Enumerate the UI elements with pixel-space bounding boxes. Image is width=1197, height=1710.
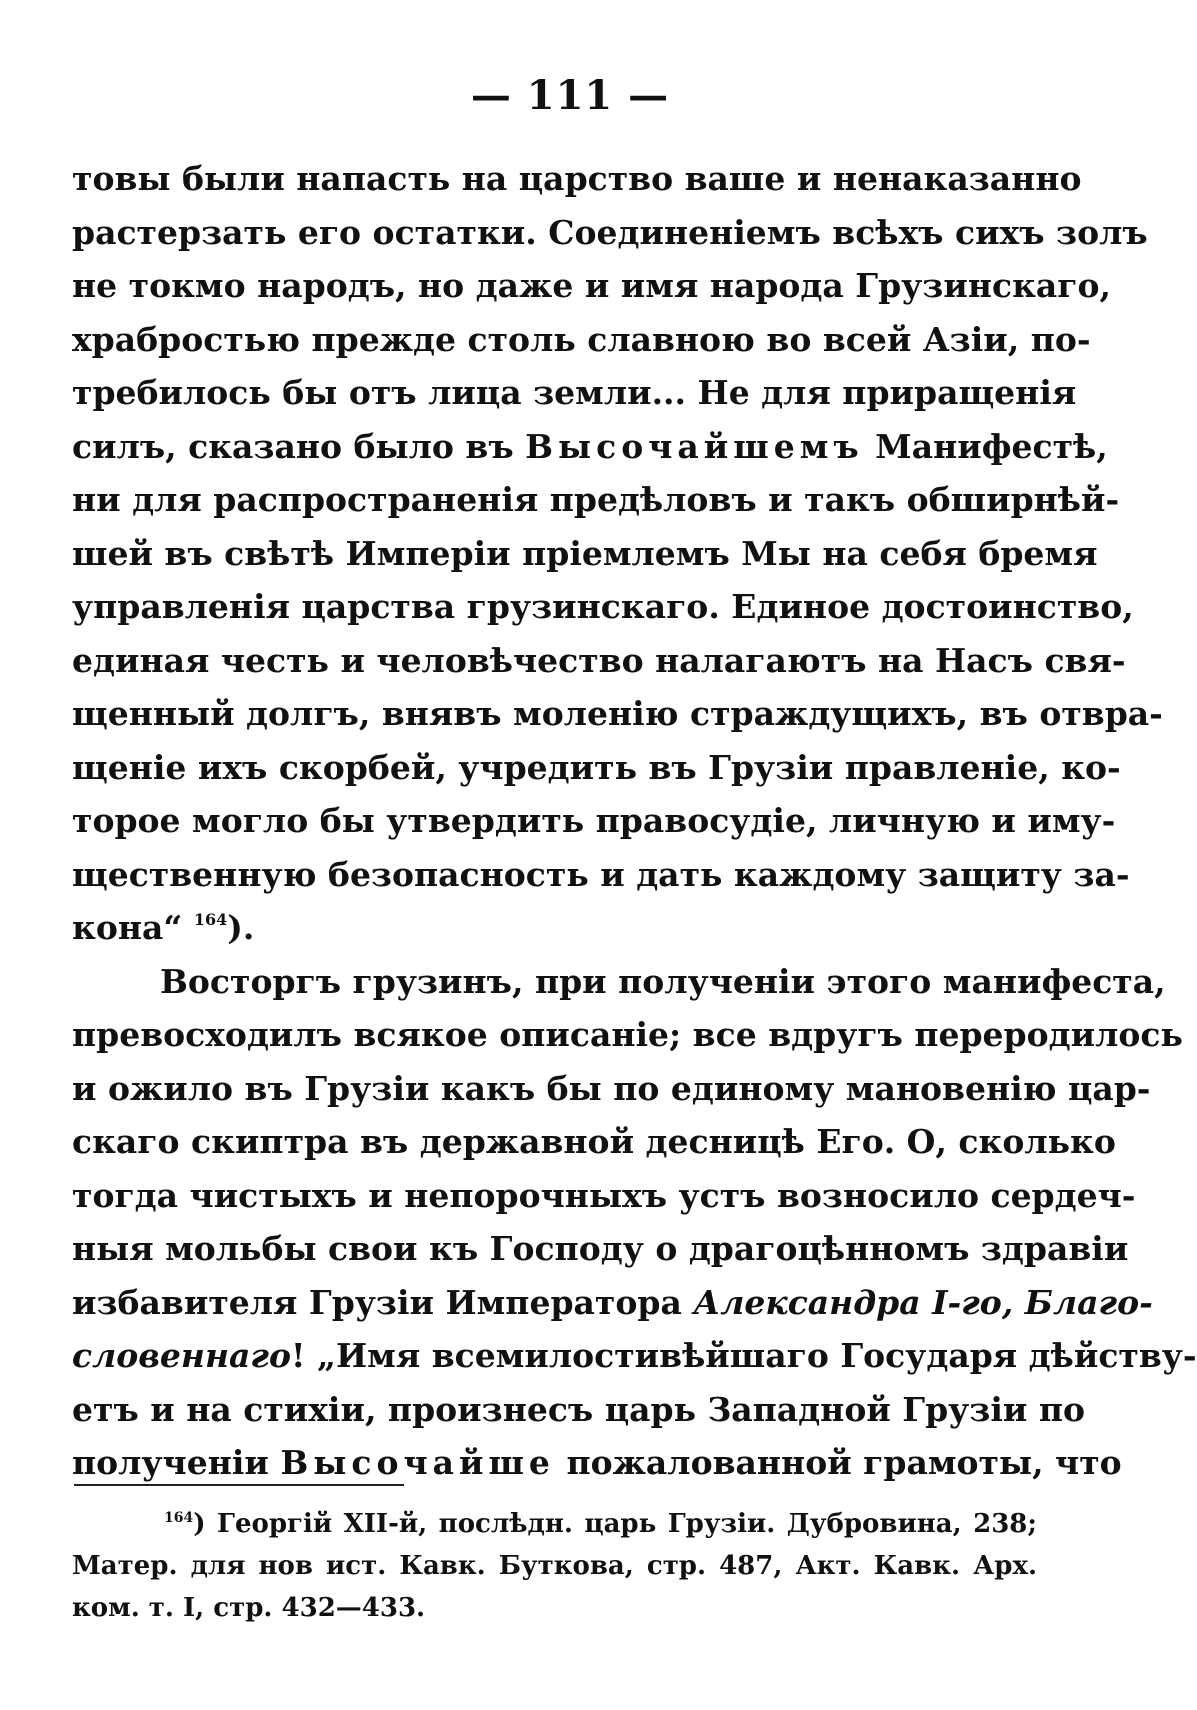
text-segment: пожалованной грамоты, что [566, 1443, 1122, 1482]
italic-name: словеннаго [72, 1336, 291, 1375]
text-line: ни для распространенія предѣловъ и такъ обширнѣй- [72, 480, 1120, 519]
text-line: не токмо народъ, но даже и имя народа Грузинскаго, [72, 266, 1112, 305]
text-segment: ) Георгій XII-й, послѣдн. царь Грузіи. Дубровина, 238; [193, 1509, 1037, 1539]
text-segment: ). [227, 908, 255, 947]
text-segment: полученіи [72, 1443, 269, 1482]
footnotes [72, 1503, 1037, 1629]
text-line: щественную безопасность и дать каждому защиту за- [72, 854, 1130, 894]
text-line: храбростью прежде столь славною во всей Азіи, по- [72, 319, 1091, 359]
text-line [72, 420, 1108, 474]
text-segment: ! [291, 1336, 306, 1375]
text-line: скаго скиптра въ державной десницѣ Его. О, сколько [72, 1122, 1116, 1161]
text-line: и ожило въ Грузіи какъ бы по единому мановенію цар- [72, 1068, 1151, 1108]
text-line [72, 1329, 1197, 1383]
footnote-line: ком. т. I, стр. 432—433. [72, 1593, 426, 1623]
footnote-divider [74, 1484, 404, 1486]
text-line: товы были напасть на царство ваше и ненаказанно [72, 159, 1082, 198]
text-line: растерзать его остатки. Соединеніемъ всѣхъ сихъ золъ [72, 212, 1148, 252]
text-line: торое могло бы утвердить правосудіе, личную и иму- [72, 801, 1116, 840]
text-segment: кона“ [72, 908, 183, 947]
text-line: тогда чистыхъ и непорочныхъ устъ возносило сердеч- [72, 1175, 1136, 1215]
italic-name: Александра I-го, Благо- [693, 1282, 1153, 1322]
text-line: превосходилъ всякое описаніе; все вдругъ переродилось [72, 1015, 1183, 1054]
footnote-line [72, 1503, 1037, 1545]
text-segment: „Имя всемилостивѣйшаго Государя дѣйству- [317, 1336, 1197, 1375]
text-line [72, 1436, 1122, 1490]
text-line: единая честь и человѣчество налагаютъ на Насъ свя- [72, 640, 1126, 680]
text-line: требилось бы отъ лица земли... Не для приращенія [72, 373, 1077, 412]
text-line: етъ и на стихіи, произнесъ царь Западной Грузіи по [72, 1389, 1086, 1429]
text-line [72, 901, 1037, 955]
text-segment: силъ, сказано было въ [72, 426, 514, 466]
text-segment: Манифестѣ, [875, 426, 1108, 466]
main-text [72, 152, 1197, 1490]
footnote-line: Матер. для нов ист. Кавк. Буткова, стр. 487, Акт. Кавк. Арх. [72, 1551, 1037, 1581]
text-line: Восторгъ грузинъ, при полученіи этого манифеста, [160, 961, 1166, 1001]
text-line: щеніе ихъ скорбей, учредить въ Грузіи правленіе, ко- [72, 747, 1121, 787]
footnote-reference: 164 [193, 910, 228, 929]
text-line: шей въ свѣтѣ Имперіи пріемлемъ Мы на себя бремя [72, 533, 1098, 573]
text-line [72, 1276, 1153, 1330]
spaced-word: Высочайше [280, 1443, 555, 1482]
text-line: щенный долгъ, внявъ моленію страждущихъ, въ отвра- [72, 694, 1163, 733]
text-segment: избавителя Грузіи Императора [72, 1282, 682, 1322]
spaced-word: Высочайшемъ [525, 426, 864, 466]
page-number: — 111 — [470, 72, 670, 119]
text-line: ныя мольбы свои къ Господу о драгоцѣнномъ здравіи [72, 1229, 1129, 1268]
footnote-number: 164 [164, 1510, 194, 1526]
text-line: управленія царства грузинскаго. Единое достоинство, [72, 587, 1134, 626]
